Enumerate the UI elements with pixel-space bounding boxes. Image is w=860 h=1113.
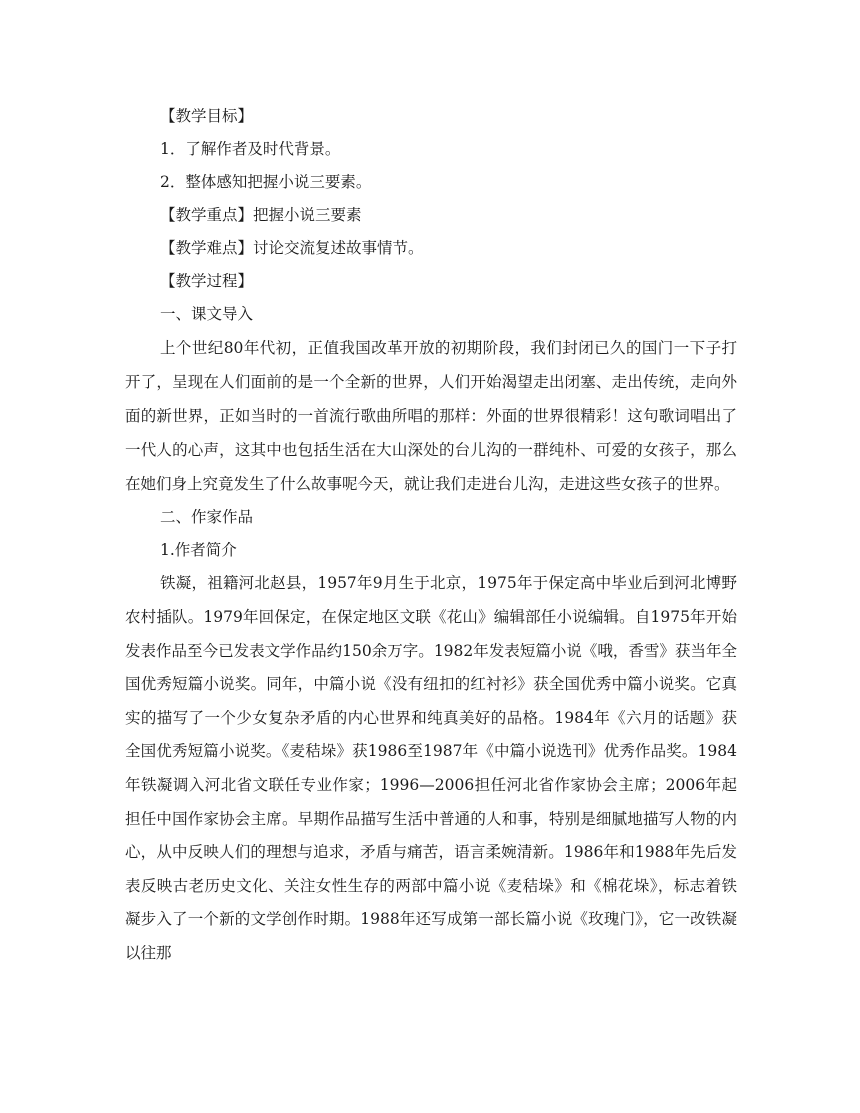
section-1-paragraph: 上个世纪80年代初，正值我国改革开放的初期阶段，我们封闭已久的国门一下子打开了，呈现在人们面前的是一个全新的世界，人们开始渴望走出闭塞、走出传统，走向外面的新世界，正如当时的一首流行歌曲所唱的那样：外面的世界很精彩！这句歌词唱出了一代人的心声，这其中也包括生活在大山深处的台儿沟的一群纯朴、可爱的女孩子，那么在她们身上究竟发生了什么故事呢今天，就让我们走进台儿沟，走进这些女孩子的世界。 — [125, 339, 737, 494]
document-body — [125, 100, 737, 971]
heading-teaching-goals: 【教学目标】 — [160, 107, 254, 125]
goal-item-1: 1．了解作者及时代背景。 — [160, 140, 341, 158]
heading-teaching-process: 【教学过程】 — [160, 272, 254, 290]
subsection-1-title: 1.作者简介 — [160, 541, 237, 560]
author-bio-paragraph: 铁凝，祖籍河北赵县，1957年9月生于北京，1975年于保定高中毕业后到河北博野农村插队。1979年回保定，在保定地区文联《花山》编辑部任小说编辑。自1975年开始发表作品至今已发表文学作品约150余万字。1982年发表短篇小说《哦，香雪》获当年全国优秀短篇小说奖。同年，中篇小说《没有纽扣的红衬衫》获全国优秀中篇小说奖。它真实的描写了一个少女复杂矛盾的内心世界和纯真美好的品格。1984年《六月的话题》获全国优秀短篇小说奖。《麦秸垛》获1986至1987年《中篇小说选刊》优秀作品奖。1984年铁凝调入河北省文联任专业作家；1996—2006担任河北省作家协会主席；2006年起担任中国作家协会主席。早期作品描写生活中普通的人和事，特别是细腻地描写人物的内心，从中反映人们的理想与追求，矛盾与痛苦，语言柔婉清新。1986年和1988年先后发表反映古老历史文化、关注女性生存的两部中篇小说《麦秸垛》和《棉花垛》，标志着铁凝步入了一个新的文学创作时期。1988年还写成第一部长篇小说《玫瑰门》，它一改铁凝以往那 — [125, 574, 737, 962]
section-2-title: 二、作家作品 — [160, 508, 254, 527]
goal-item-2: 2．整体感知把握小说三要素。 — [160, 173, 372, 191]
key-point: 【教学重点】把握小说三要素 — [160, 206, 362, 224]
section-1-title: 一、课文导入 — [160, 305, 254, 323]
difficulty-point: 【教学难点】讨论交流复述故事情节。 — [160, 239, 424, 257]
